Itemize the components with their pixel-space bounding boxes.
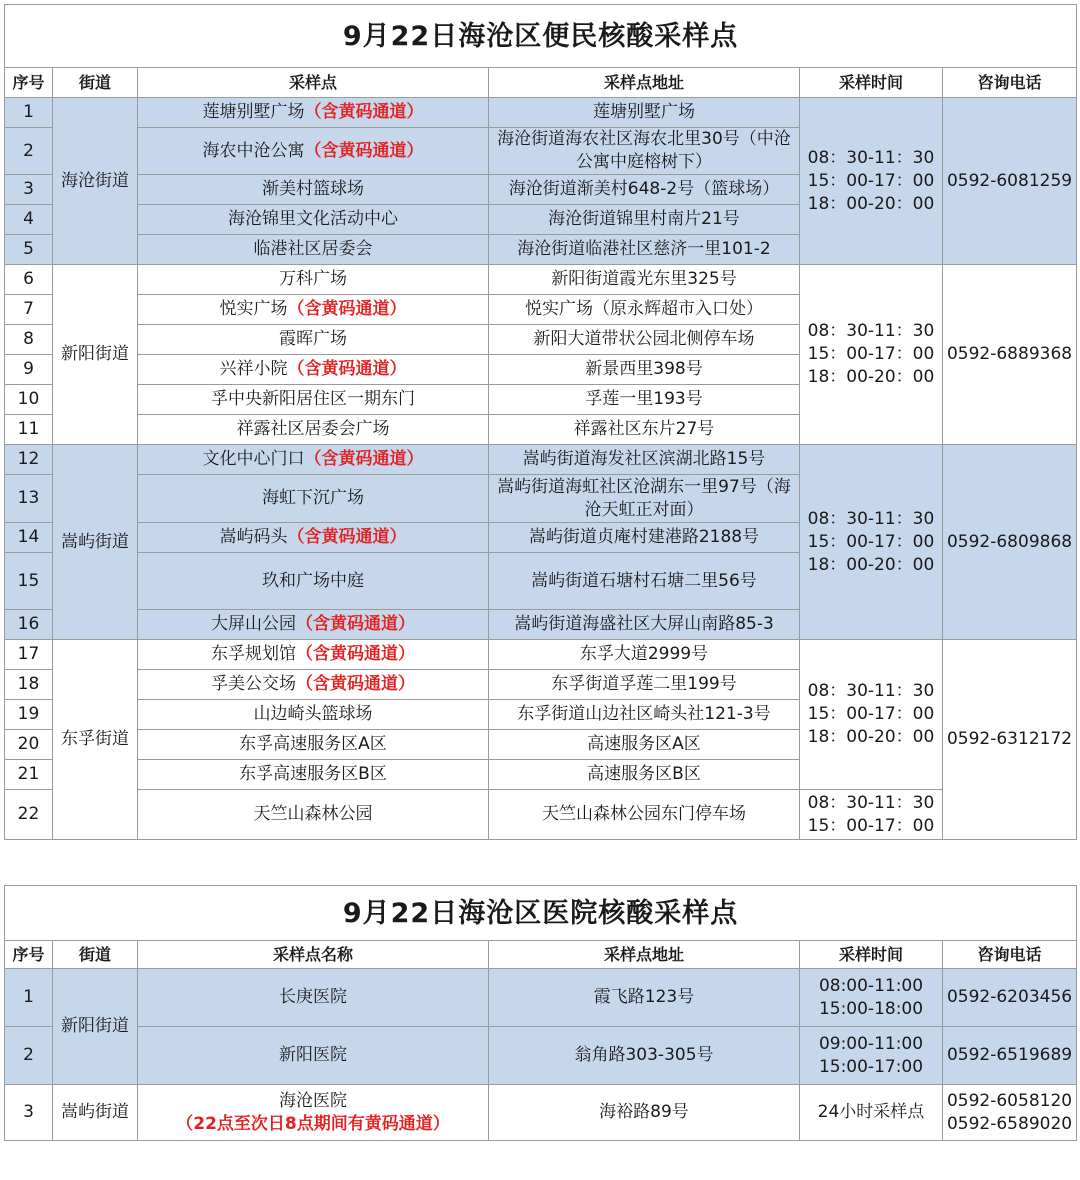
yellow-code-tag: （含黄码通道） [287, 299, 407, 319]
row-number: 11 [5, 415, 53, 445]
hospital-header-no: 序号 [5, 941, 53, 969]
phone-cell: 0592-6081259 [943, 98, 1077, 265]
header-no: 序号 [5, 68, 53, 98]
row-number: 15 [5, 553, 53, 610]
time-cell [800, 640, 943, 790]
yellow-code-note: （22点至次日8点期间有黄码通道） [176, 1113, 450, 1134]
address-cell: 悦实广场（原永辉超市入口处） [489, 295, 800, 325]
site-cell [138, 128, 489, 175]
site-cell [138, 175, 489, 205]
site-cell [138, 205, 489, 235]
phone-cell: 0592-6889368 [943, 265, 1077, 445]
address-cell: 嵩屿街道海盛社区大屏山南路85-3 [489, 610, 800, 640]
site-name: 东孚规划馆 [211, 644, 296, 664]
time-line: 09:00-11:00 [818, 1033, 924, 1054]
row-number: 5 [5, 235, 53, 265]
site-name: 孚中央新阳居住区一期东门 [211, 389, 415, 409]
time-line: 15：00-17：00 [807, 815, 935, 836]
row-number: 12 [5, 445, 53, 475]
site-name: 海沧锦里文化活动中心 [228, 209, 398, 229]
address-cell: 东孚大道2999号 [489, 640, 800, 670]
address-cell: 新阳街道霞光东里325号 [489, 265, 800, 295]
address-cell: 东孚街道孚莲二里199号 [489, 670, 800, 700]
phone-line: 0592-6203456 [946, 987, 1073, 1007]
address-cell: 嵩屿街道贞庵村建港路2188号 [489, 523, 800, 553]
hospital-name-text: 海沧医院 [279, 1090, 347, 1111]
yellow-code-tag: （含黄码通道） [296, 674, 415, 694]
hospital-row-name [138, 1085, 489, 1141]
site-name: 天竺山森林公园 [253, 804, 373, 824]
row-number: 6 [5, 265, 53, 295]
address-cell: 新阳大道带状公园北侧停车场 [489, 325, 800, 355]
hospital-row-no: 2 [5, 1027, 53, 1085]
hospital-header-phone: 咨询电话 [943, 941, 1077, 969]
site-name: 大屏山公园 [211, 614, 296, 634]
site-cell [138, 415, 489, 445]
time-line: 18：00-20：00 [807, 554, 935, 575]
hospital-row-name: 长庚医院 [138, 969, 489, 1027]
address-cell: 莲塘别墅广场 [489, 98, 800, 128]
site-cell [138, 98, 489, 128]
time-line: 15：00-17：00 [807, 531, 935, 552]
address-cell: 高速服务区B区 [489, 760, 800, 790]
address-cell: 嵩屿街道海虹社区沧湖东一里97号（海沧天虹正对面） [489, 475, 800, 523]
hospital-row-time [800, 1027, 943, 1085]
site-name: 东孚高速服务区A区 [239, 734, 387, 754]
time-line: 18：00-20：00 [807, 367, 935, 387]
hospital-header-address: 采样点地址 [489, 941, 800, 969]
time-line: 15:00-17:00 [818, 1056, 924, 1077]
hospital-row-no: 1 [5, 969, 53, 1027]
address-cell: 孚莲一里193号 [489, 385, 800, 415]
street-cell: 新阳街道 [53, 265, 138, 445]
hospital-header-name: 采样点名称 [138, 941, 489, 969]
yellow-code-tag: （含黄码通道） [304, 449, 424, 469]
site-cell [138, 790, 489, 840]
site-name: 渐美村篮球场 [262, 179, 364, 199]
hospital-header-time: 采样时间 [800, 941, 943, 969]
hospital-row-phone [943, 969, 1077, 1027]
time-line: 15：00-17：00 [807, 704, 935, 724]
site-cell [138, 670, 489, 700]
site-cell [138, 385, 489, 415]
table-row [5, 790, 1077, 840]
row-number: 20 [5, 730, 53, 760]
row-number: 9 [5, 355, 53, 385]
time-line: 08：30-11：30 [807, 147, 935, 168]
address-cell: 东孚街道山边社区崎头社121-3号 [489, 700, 800, 730]
site-cell [138, 760, 489, 790]
site-name: 孚美公交场 [211, 674, 296, 694]
site-name: 莲塘别墅广场 [202, 102, 305, 122]
time-cell [800, 98, 943, 265]
address-cell: 海沧街道锦里村南片21号 [489, 205, 800, 235]
hospital-row-time [800, 969, 943, 1027]
site-name: 山边崎头篮球场 [253, 704, 373, 724]
hospital-row-address: 翁角路303-305号 [489, 1027, 800, 1085]
yellow-code-tag: （含黄码通道） [287, 527, 407, 547]
row-number: 13 [5, 475, 53, 523]
header-address: 采样点地址 [489, 68, 800, 98]
time-line: 18：00-20：00 [807, 727, 935, 747]
site-name: 嵩屿码头 [219, 527, 288, 547]
site-cell [138, 610, 489, 640]
row-number: 17 [5, 640, 53, 670]
time-cell [800, 445, 943, 640]
time-line: 08：30-11：30 [807, 508, 935, 529]
row-number: 7 [5, 295, 53, 325]
site-name: 祥露社区居委会广场 [236, 419, 390, 439]
site-cell [138, 730, 489, 760]
table-row [5, 98, 1077, 128]
row-number: 19 [5, 700, 53, 730]
yellow-code-tag: （含黄码通道） [287, 359, 407, 379]
address-cell: 高速服务区A区 [489, 730, 800, 760]
address-cell: 祥露社区东片27号 [489, 415, 800, 445]
street-cell: 东孚街道 [53, 640, 138, 840]
header-site: 采样点 [138, 68, 489, 98]
site-cell [138, 355, 489, 385]
header-phone: 咨询电话 [943, 68, 1077, 98]
yellow-code-tag: （含黄码通道） [304, 102, 424, 122]
hospital-street-cell: 新阳街道 [53, 969, 138, 1085]
time-line: 24小时采样点 [817, 1102, 925, 1122]
site-name: 玖和广场中庭 [262, 570, 364, 591]
hospital-table-title: 9月22日海沧区医院核酸采样点 [5, 886, 1077, 941]
row-number: 21 [5, 760, 53, 790]
row-number: 3 [5, 175, 53, 205]
hospital-row-phone [943, 1085, 1077, 1141]
row-number: 14 [5, 523, 53, 553]
hospital-row-address: 海裕路89号 [489, 1085, 800, 1141]
phone-line: 0592-6589020 [946, 1113, 1073, 1134]
time-line: 15：00-17：00 [807, 170, 935, 191]
time-cell [800, 265, 943, 445]
row-number: 18 [5, 670, 53, 700]
time-line: 08：30-11：30 [807, 792, 935, 813]
phone-cell: 0592-6809868 [943, 445, 1077, 640]
hospital-row-no: 3 [5, 1085, 53, 1141]
table-row [5, 265, 1077, 295]
time-line: 08:00-11:00 [818, 975, 924, 996]
site-cell [138, 295, 489, 325]
hospital-row-phone [943, 1027, 1077, 1085]
site-name: 悦实广场 [219, 299, 288, 319]
street-cell: 海沧街道 [53, 98, 138, 265]
site-cell [138, 523, 489, 553]
address-cell: 天竺山森林公园东门停车场 [489, 790, 800, 840]
site-name: 文化中心门口 [202, 449, 305, 469]
site-name: 临港社区居委会 [253, 239, 373, 259]
address-cell: 海沧街道渐美村648-2号（篮球场） [489, 175, 800, 205]
hospital-street-cell: 嵩屿街道 [53, 1085, 138, 1141]
site-cell [138, 700, 489, 730]
street-cell: 嵩屿街道 [53, 445, 138, 640]
time-line: 15:00-18:00 [818, 998, 924, 1019]
site-name: 东孚高速服务区B区 [239, 764, 387, 784]
hospital-sampling-table [4, 885, 1077, 1141]
site-name: 万科广场 [279, 269, 347, 289]
row-number: 8 [5, 325, 53, 355]
address-cell: 海沧街道海农社区海农北里30号（中沧公寓中庭榕树下） [489, 128, 800, 175]
row-number: 22 [5, 790, 53, 840]
site-cell [138, 475, 489, 523]
site-name: 霞晖广场 [279, 329, 347, 349]
address-cell: 嵩屿街道海发社区滨湖北路15号 [489, 445, 800, 475]
phone-cell: 0592-6312172 [943, 640, 1077, 840]
row-number: 1 [5, 98, 53, 128]
time-line: 08：30-11：30 [807, 321, 935, 341]
time-line: 15：00-17：00 [807, 344, 935, 364]
row-number: 2 [5, 128, 53, 175]
address-cell: 海沧街道临港社区慈济一里101-2 [489, 235, 800, 265]
row-number: 4 [5, 205, 53, 235]
time-line: 18：00-20：00 [807, 193, 935, 214]
row-number: 16 [5, 610, 53, 640]
community-table-title: 9月22日海沧区便民核酸采样点 [5, 5, 1077, 68]
header-street: 街道 [53, 68, 138, 98]
site-cell [138, 325, 489, 355]
time-cell [800, 790, 943, 840]
hospital-header-street: 街道 [53, 941, 138, 969]
time-line: 08：30-11：30 [807, 681, 935, 701]
site-cell [138, 445, 489, 475]
row-number: 10 [5, 385, 53, 415]
header-time: 采样时间 [800, 68, 943, 98]
address-cell: 新景西里398号 [489, 355, 800, 385]
yellow-code-tag: （含黄码通道） [304, 140, 424, 161]
yellow-code-tag: （含黄码通道） [296, 644, 415, 664]
site-cell [138, 265, 489, 295]
site-cell [138, 235, 489, 265]
site-name: 海虹下沉广场 [262, 488, 364, 508]
phone-line: 0592-6519689 [946, 1045, 1073, 1065]
phone-line: 0592-6058120 [946, 1090, 1073, 1111]
table-row [5, 445, 1077, 475]
table-row [5, 640, 1077, 670]
site-name: 兴祥小院 [219, 359, 288, 379]
site-cell [138, 553, 489, 610]
hospital-row-name: 新阳医院 [138, 1027, 489, 1085]
yellow-code-tag: （含黄码通道） [296, 614, 415, 634]
hospital-row-time [800, 1085, 943, 1141]
hospital-row-address: 霞飞路123号 [489, 969, 800, 1027]
address-cell: 嵩屿街道石塘村石塘二里56号 [489, 553, 800, 610]
site-cell [138, 640, 489, 670]
site-name: 海农中沧公寓 [202, 140, 305, 161]
community-sampling-table [4, 4, 1077, 840]
